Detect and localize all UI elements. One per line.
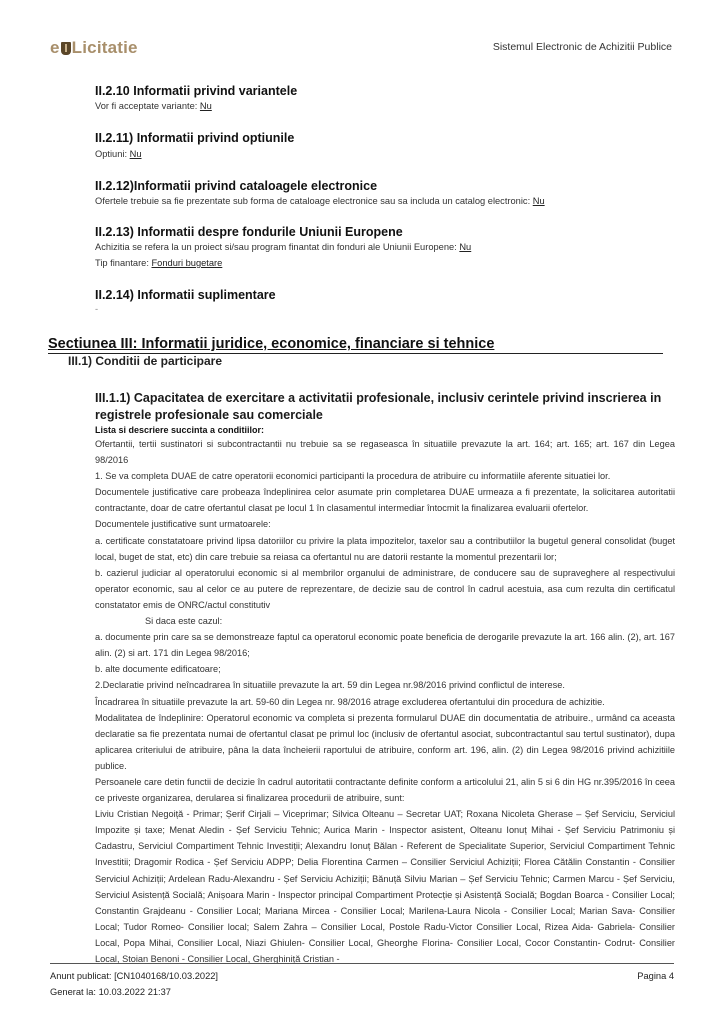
field-value: Nu bbox=[532, 196, 545, 206]
paragraph: 2.Declaratie privind neîncadrarea în situatiile prevazute la art. 59 din Legea nr.98/2016 privind conflictul de interese. bbox=[95, 680, 565, 691]
heading-cataloage: II.2.12)Informatii privind cataloagele electronice bbox=[95, 179, 378, 193]
field-tip-finantare bbox=[95, 258, 222, 268]
field-fonduri-ue bbox=[95, 242, 471, 252]
heading-optiuni: II.2.11) Informatii privind optiunile bbox=[95, 131, 295, 145]
field-value: Fonduri bugetare bbox=[151, 258, 223, 268]
heading-variante: II.2.10 Informatii privind variantele bbox=[95, 84, 298, 98]
field-label: Vor fi acceptate variante: bbox=[95, 101, 200, 111]
page-number: Pagina 4 bbox=[637, 971, 674, 981]
paragraph: Modalitatea de îndeplinire: Operatorul economic va completa si prezenta formularul DUAE din documentatia de atribuire., urmând ca aceasta declaratie sa fie prezentata numai de ofertantul clasat pe primul loc (inclusiv de ofertantul asociat, subcontractantul sau tertul sustinator), dupa aplicarea criteriului de atribuire, pâna la data încheierii raportului de atribuire, conform art. 196, alin. (2) din Legea 98/2016 privind achizitiile publice. bbox=[95, 712, 675, 771]
page-header bbox=[0, 0, 724, 70]
paragraph: Încadrarea în situatiile prevazute la art. 59-60 din Legea nr. 98/2016 atrage excluderea ofertantului din procedura de achizitie. bbox=[95, 696, 605, 707]
page-footer bbox=[50, 963, 674, 1000]
paragraph: Persoanele care detin functii de decizie în cadrul autoritatii contractante definite conform a articolului 21, alin 5 si 6 din HG nr.395/2016 în ceea ce priveste organizarea, derularea si finalizarea procedurii de atribuire, sunt: bbox=[95, 776, 675, 804]
heading-suplimentare: II.2.14) Informatii suplimentare bbox=[95, 288, 276, 302]
field-value: Nu bbox=[129, 149, 142, 159]
field-value: Nu bbox=[459, 242, 472, 252]
paragraph: Documentele justificative sunt urmatoarele: bbox=[95, 519, 271, 530]
published-notice: Anunt publicat: [CN1040168/10.03.2022] bbox=[50, 971, 218, 981]
field-variante bbox=[95, 101, 212, 111]
field-suplimentare: - bbox=[95, 304, 99, 314]
paragraph: b. alte documente edificatoare; bbox=[95, 664, 221, 675]
elicitatie-logo bbox=[50, 38, 138, 58]
generated-timestamp: Generat la: 10.03.2022 21:37 bbox=[50, 987, 171, 997]
paragraph: a. documente prin care sa se demonstreaze faptul ca operatorul economic poate beneficia de derogarile prevazute la art. 166 alin. (2), art. 167 alin. (2) si art. 171 din Legea 98/2016; bbox=[95, 632, 675, 659]
field-label: Tip finantare: bbox=[95, 258, 152, 268]
system-title: Sistemul Electronic de Achizitii Publice bbox=[492, 41, 672, 53]
field-label: Ofertele trebuie sa fie prezentate sub forma de cataloage electronice sau sa includa un catalog electronic: bbox=[95, 196, 533, 206]
logo-text: Licitatie bbox=[71, 38, 138, 57]
subsection-conditii: III.1) Conditii de participare bbox=[68, 354, 223, 368]
paragraph: Ofertantii, tertii sustinatori si subcontractantii nu trebuie sa se regaseasca în situatiile prevazute la art. 164; art. 165; art. 167 din Legea 98/2016 bbox=[95, 439, 675, 466]
paragraph: Documentele justificative care probeaza îndeplinirea celor asumate prin completarea DUAE urmeaza a fi prezentate, la solicitarea autoritatii contractante, doar de catre ofertantul clasat pe locul 1 în clasamentul intermediar întocmit la finalizarea evaluarii ofertelor. bbox=[95, 487, 675, 514]
paragraph: Si daca este cazul: bbox=[145, 616, 223, 627]
field-value: Nu bbox=[199, 101, 212, 111]
field-label: Optiuni: bbox=[95, 149, 130, 159]
paragraph: 1. Se va completa DUAE de catre operatorii economici participanti la procedura de atribuire cu informatiile aferente situatiei lor. bbox=[95, 471, 611, 482]
list-label: Lista si descriere succinta a conditiilor: bbox=[95, 425, 265, 435]
section-iii-title-text: Sectiunea III: Informatii juridice, economice, financiare si tehnice bbox=[48, 336, 495, 352]
paragraph: a. certificate constatatoare privind lipsa datoriilor cu privire la plata impozitelor, taxelor sau a contributiilor la bugetul general consolidat (buget local, buget de stat, etc) din care trebuie sa reiasa ca ofertantul nu are datorii restante la momentul prezentarii lor; bbox=[95, 535, 675, 562]
paragraph: Liviu Cristian Negoiță - Primar; Șerif Cirjali – Viceprimar; Silvica Olteanu – Secretar UAT; Roxana Nicoleta Gherase – Șef Serviciu, Serviciul Impozite și taxe; Menat Aledin - Șef Serviciu Tehnic; Aurica Marin - Inspector asistent, Olteanu Ionuț Mihai - Șef Serviciu Patrimoniu și Cadastru, Serviciul Compartiment Tehnic Investiții; Alexandru Ionuț Bălan - Referent de Specialitate Superior, Serviciul Compartiment Tehnic Investitii; Dragomir Rodica - Șef Serviciu ADPP; Delia Florentina Carmen – Consilier Serviciul Achiziții; Florea Cătălin Constantin - Consilier Serviciul Achiziții; Ardelean Radu-Alexandru - Șef Serviciu Achiziții; Bănuță Silviu Marian – Șef Serviciu Tehnic; Carmen Marcu - Șef Serviciu, Serviciul Asistență Socială; Anișoara Marin - Inspector principal Compartiment Protecție și Asistență Socială; Bogdan Boarca - Consilier Local; Constantin Grajdeanu - Consilier Local; Mariana Mircea - Consilier Local; Marilena-Laura Nicola - Consilier Local; Marian Sava- Consilier Local; Tudor Romeo- Consilier local; Salem Zahra – Consilier Local, Postole Radu-Victor Consilier Local, Rizea Aida- Gabriela- Consilier Local, Popa Mihai, Consilier Local, Niazi Ghiulen- Consilier Local, Gheorghe Florina- Consilier Local, Cocor Constantin- Codrut- Consilier Local, Stoian Benoni - Consilier Local, Gherghiniță Cristian - bbox=[95, 809, 675, 964]
logo-prefix: e bbox=[50, 38, 60, 57]
field-optiuni bbox=[95, 149, 142, 159]
field-label: Achizitia se refera la un proiect si/sau program finantat din fonduri ale Uniunii Europene: bbox=[95, 242, 460, 252]
paragraph: b. cazierul judiciar al operatorului economic si al membrilor organului de administrare, de conducere sau de supraveghere al respectivului operator economic, sau al celor ce au putere de reprezentare, de decizie sau de control în cadrul acestuia, asa cum rezulta din certificatul constatator emis de ONRC/actul constitutiv bbox=[95, 567, 675, 610]
field-cataloage bbox=[95, 196, 545, 206]
section-iii-title bbox=[48, 336, 663, 354]
conditions-text bbox=[95, 436, 675, 967]
logo-shield-icon bbox=[61, 42, 71, 55]
subsubsection-capacitate: III.1.1) Capacitatea de exercitare a activitatii profesionale, inclusiv cerintele privind inscrierea in registrele profesionale sau comerciale bbox=[95, 391, 662, 422]
heading-fonduri-ue: II.2.13) Informatii despre fondurile Uniunii Europene bbox=[95, 225, 403, 239]
